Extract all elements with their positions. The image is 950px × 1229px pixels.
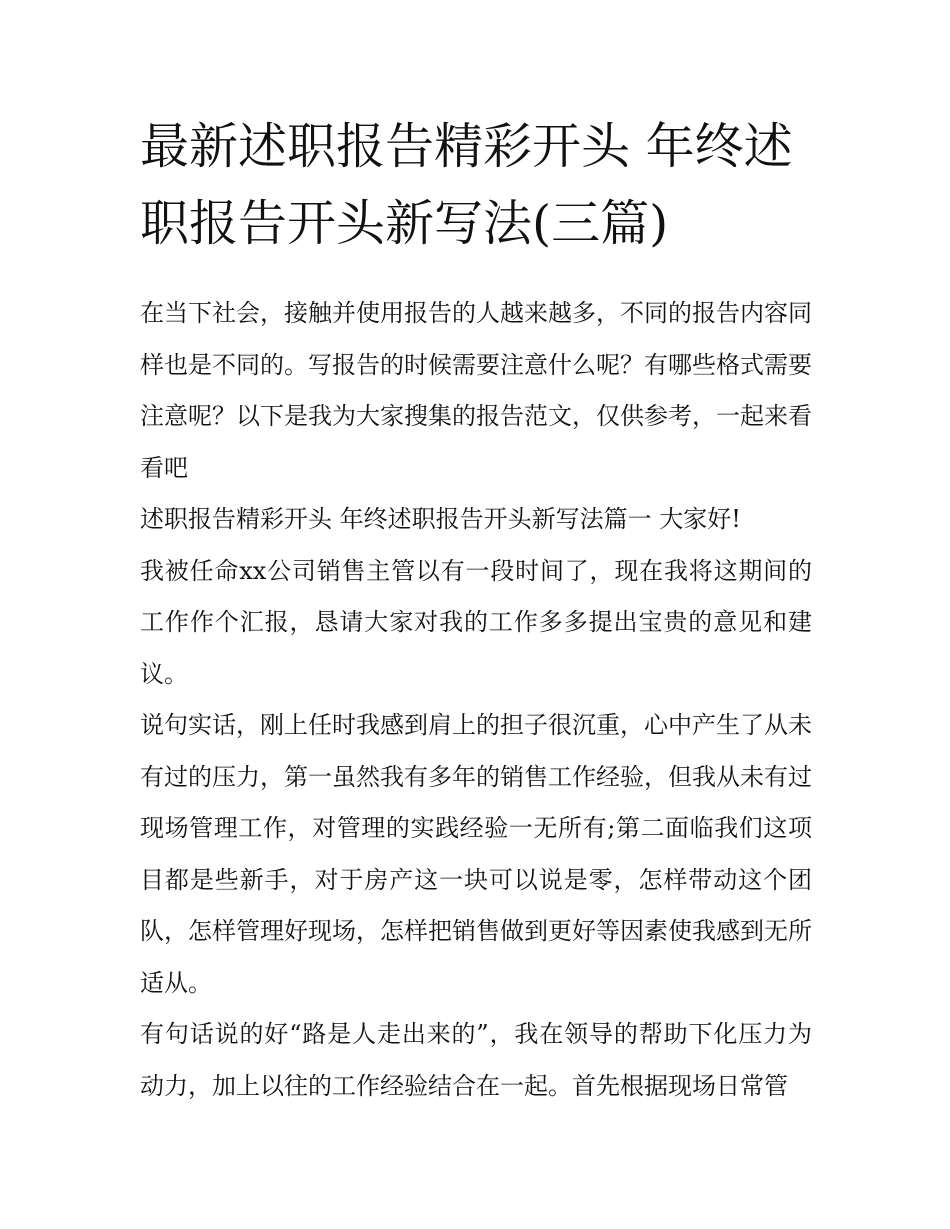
document-title: 最新述职报告精彩开头 年终述职报告开头新写法(三篇) bbox=[140, 118, 793, 252]
paragraph-motivation: 有句话说的好“路是人走出来的”，我在领导的帮助下化压力为动力，加上以往的工作经验结合在一起。首先根据现场日常管 bbox=[140, 1020, 812, 1100]
paragraph-appointment: 我被任命xx公司销售主管以有一段时间了，现在我将这期间的工作作个汇报，恳请大家对我的工作多多提出宝贵的意见和建议。 bbox=[140, 556, 812, 688]
document-page bbox=[140, 108, 812, 1112]
paragraph-pressure: 说句实话，刚上任时我感到肩上的担子很沉重，心中产生了从未有过的压力，第一虽然我有多年的销售工作经验，但我从未有过现场管理工作，对管理的实践经验一无所有;第二面临我们这项目都是些新手，对于房产这一块可以说是零，怎样带动这个团队，怎样管理好现场，怎样把销售做到更好等因素使我感到无所适从。 bbox=[140, 711, 812, 997]
paragraph-section-heading: 述职报告精彩开头 年终述职报告开头新写法篇一 大家好! bbox=[140, 505, 741, 533]
paragraph-intro: 在当下社会，接触并使用报告的人越来越多，不同的报告内容同样也是不同的。写报告的时候需要注意什么呢？有哪些格式需要注意呢？以下是我为大家搜集的报告范文，仅供参考，一起来看看吧 bbox=[140, 299, 812, 482]
